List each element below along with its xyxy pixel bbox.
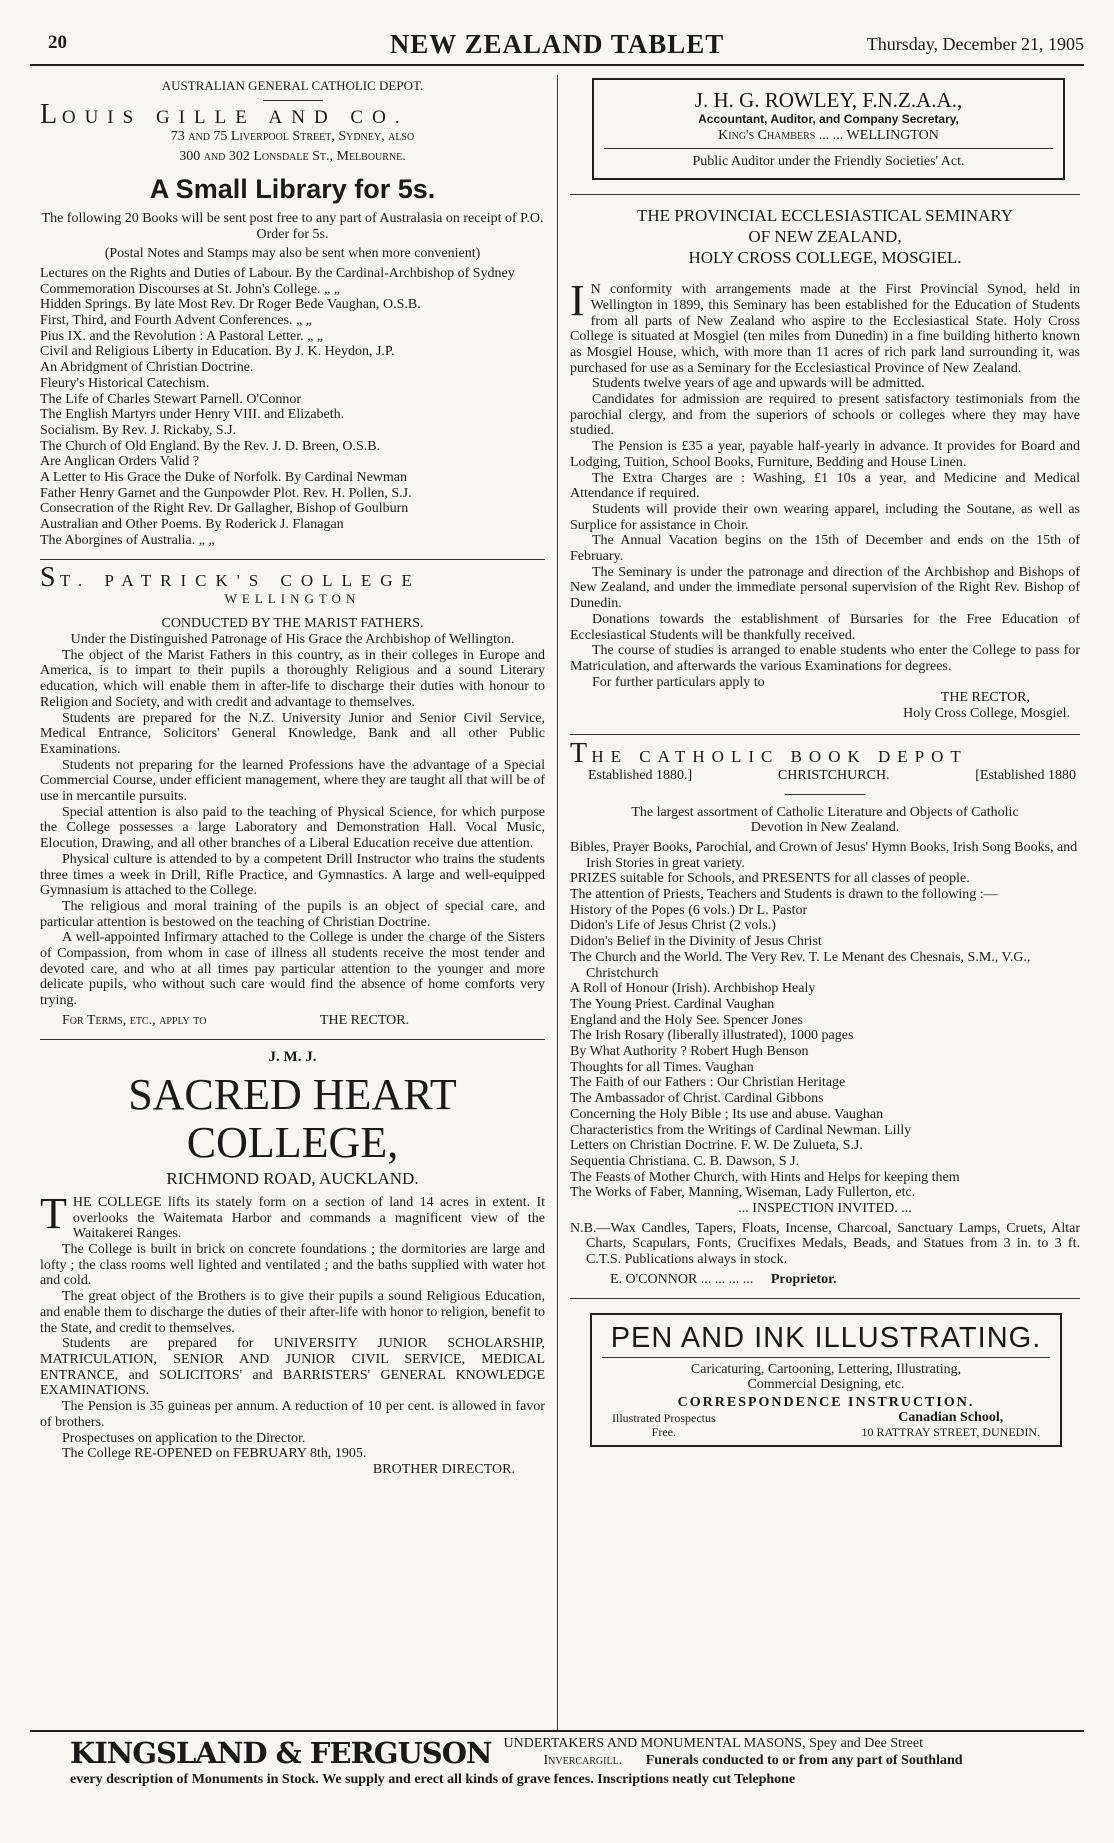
paragraph: The religious and moral training of the pupils is an object of special care, and particular attention is bestowed on the teaching of Christian Doctrine. [40, 898, 545, 930]
paragraph: The Pension is £35 a year, payable half-yearly in advance. It provides for Board and Lodging, Tuition, School Books, Furniture, Bedding and House Linen. [570, 439, 1080, 470]
paragraph-text: HE COLLEGE lifts its stately form on a section of land 14 acres in extent. It overlooks the Waitemata Harbor and commands a magnificent view of the Waitakerei Ranges. [72, 1194, 545, 1242]
list-item: The Irish Rosary (liberally illustrated), 1000 pages [570, 1028, 854, 1044]
paragraph [570, 276, 1080, 376]
list-item: Socialism. By Rev. J. Rickaby, S.J. [40, 422, 237, 438]
list-item: Fleury's Historical Catechism. [40, 375, 210, 391]
list-item: An Abridgment of Christian Doctrine. [40, 360, 254, 376]
school-address: 10 RATTRAY STREET, DUNEDIN. [861, 1424, 1040, 1439]
list-item: The Young Priest. Cardinal Vaughan [570, 996, 775, 1012]
pen-ink-title: PEN AND INK ILLUSTRATING. [610, 1321, 1042, 1354]
paragraph: Prospectuses on application to the Director. [62, 1430, 306, 1446]
list-item: The Church and the World. The Very Rev. T. Le Menant des Chesnais, S.M., V.G., Christchurch [570, 949, 1031, 981]
section-rule [570, 194, 1080, 195]
footer-details [503, 1735, 962, 1769]
paragraph: The Pension is 35 guineas per annum. A reduction of 10 per cent. is allowed in favor of brothers. [40, 1399, 545, 1430]
book-depot-intro: The largest assortment of Catholic Literature and Objects of Catholic Devotion in New Zealand. [631, 804, 1019, 836]
paragraph: For further particulars apply to [592, 674, 765, 690]
list-item: The English Martyrs under Henry VIII. and Elizabeth. [40, 407, 345, 423]
divider [604, 148, 1053, 149]
prospectus-free: Free. [651, 1424, 676, 1439]
paragraph: A well-appointed Infirmary attached to the College is under the charge of the Sisters of Compassion, from whom in case of illness all students receive the most tender and devoted care, and who at all times pay particular attention to the younger and more delicate pupils, who without such care would find the absence of home comforts very trying. [40, 930, 545, 1009]
list-item: Thoughts for all Times. Vaughan [570, 1059, 754, 1075]
list-item: The Feasts of Mother Church, with Hints and Helps for keeping them [570, 1169, 960, 1185]
list-item: Lectures on the Rights and Duties of Labour. By the Cardinal-Archbishop of Sydney [40, 265, 515, 281]
list-item: Australian and Other Poems. By Roderick J. Flanagan [40, 517, 344, 533]
paragraph: Physical culture is attended to by a competent Drill Instructor who trains the students three times a week in Drill, Rifle Practice, and Gymnastics. A large and well-equipped Gymnasium is attached to the College. [40, 851, 545, 899]
gille-name-line [40, 98, 545, 130]
paragraph: The College is built in brick on concrete foundations ; the dormitories are large and lofty ; the class rooms well lighted and ventilated ; and the baths supplied with water hot and cold. [40, 1242, 545, 1289]
footer-advert [30, 1735, 1084, 1788]
seminary-title-2: OF NEW ZEALAND, [748, 227, 902, 247]
list-item: The Life of Charles Stewart Parnell. O'Connor [40, 391, 302, 407]
book-depot-inspection: ... INSPECTION INVITED. ... [738, 1201, 912, 1217]
paragraph: Students will provide their own wearing apparel, including the Soutane, as well as Surplice for assistance in Choir. [570, 501, 1080, 533]
list-item: Letters on Christian Doctrine. F. W. De Zulueta, S.J. [570, 1138, 863, 1154]
list-item: Are Anglican Orders Valid ? [40, 454, 200, 470]
drop-cap: T [40, 1188, 67, 1238]
paragraph: The Seminary is under the patronage and direction of the Archbishop and Bishops of New Zealand, and under the immediate personal supervision of the Right Rev. Bishop of Dunedin. [570, 564, 1080, 612]
list-item: Pius IX. and the Revolution : A Pastoral Letter. „ „ [40, 328, 324, 344]
gille-address-1: 73 and 75 Liverpool Street, Sydney, also [170, 129, 415, 145]
list-item: A Letter to His Grace the Duke of Norfolk. By Cardinal Newman [40, 470, 408, 486]
list-item: The Works of Faber, Manning, Wiseman, Lady Fullerton, etc. [570, 1185, 916, 1201]
list-item: The Ambassador of Christ. Cardinal Gibbons [570, 1091, 824, 1107]
rowley-public-auditor: Public Auditor under the Friendly Societies' Act. [692, 154, 965, 170]
section-rule [570, 1298, 1080, 1299]
st-patricks-city: WELLINGTON [224, 590, 361, 606]
divider [785, 794, 865, 795]
sacred-heart-title: SACRED HEART COLLEGE, [128, 1070, 457, 1168]
left-column [40, 78, 545, 1478]
seminary-title-3: HOLY CROSS COLLEGE, MOSGIEL. [688, 248, 962, 268]
book-depot-name-line [570, 737, 1080, 769]
list-item: Commemoration Discourses at St. John's College. „ „ [40, 281, 340, 297]
gille-kicker: AUSTRALIAN GENERAL CATHOLIC DEPOT. [161, 78, 424, 93]
paragraph: Students are prepared for UNIVERSITY JUNIOR SCHOLARSHIP, MATRICULATION, SENIOR AND JUNIOR CIVIL SERVICE, MEDICAL ENTRANCE, and SOLICITORS' and BARRISTERS' GENERAL KNOWLEDGE EXAMINATIONS. [40, 1336, 545, 1399]
st-patricks-terms-line [40, 1013, 545, 1029]
seminary-signature-1: THE RECTOR, [940, 690, 1030, 706]
footer-brand: KINGSLAND & FERGUSON [70, 1736, 492, 1770]
list-item: Didon's Life of Jesus Christ (2 vols.) [570, 918, 776, 934]
drop-cap: S [40, 561, 56, 593]
list-item: Didon's Belief in the Divinity of Jesus Christ [570, 934, 822, 950]
divider [602, 1357, 1050, 1358]
list-item: England and the Holy See. Spencer Jones [570, 1012, 803, 1028]
proprietor-label: Proprietor. [770, 1271, 837, 1287]
section-rule [40, 559, 545, 560]
gille-book-list [40, 266, 545, 549]
st-patricks-terms: For Terms, etc., apply to [62, 1012, 207, 1028]
list-item: Consecration of the Right Rev. Dr Gallagher, Bishop of Goulburn [40, 501, 409, 517]
st-patricks-conducted: CONDUCTED BY THE MARIST FATHERS. [161, 616, 424, 632]
book-depot-nb: N.B.—Wax Candles, Tapers, Floats, Incense, Charcoal, Sanctuary Lamps, Cruets, Altar Charts, Scapulars, Fonts, Crucifixes Medals, Beads, and Statues from 3 in. to 3 ft. C.T.S. Publications always in stock. [570, 1220, 1080, 1268]
paragraph: Donations towards the establishment of Bursaries for the Free Education of Ecclesiastical Students will be thankfully received. [570, 611, 1080, 643]
book-depot-bibles: Bibles, Prayer Books, Parochial, and Crown of Jesus' Hymn Books, Irish Song Books, and Irish Stories in great variety. [570, 839, 1078, 871]
list-item: By What Authority ? Robert Hugh Benson [570, 1044, 809, 1060]
proprietor-name: E. O'CONNOR ... ... ... ... [610, 1271, 754, 1287]
drop-cap: L [40, 98, 58, 130]
rowley-address: King's Chambers ... ... WELLINGTON [718, 127, 939, 143]
masthead [30, 29, 1084, 62]
paragraph: The College RE-OPENED on FEBRUARY 8th, 1905. [62, 1446, 367, 1462]
paragraph: Students not preparing for the learned Professions have the advantage of a Special Commercial Course, under efficient management, where they are taught all that will be of use in mercantile pursuits. [40, 757, 545, 805]
paragraph-text: N conformity with arrangements made at the First Provincial Synod, held in Wellington in 1899, this Seminary has been established for the Education of Students from all parts of New Zealand who aspire to the Ecclesiastical State. Holy Cross College is situated at Mosgiel (ten miles from Dunedin) in a fine building hitherto known as Mosgiel House, which, with more than 11 acres of rich park land surrounding it, was purchased for use as a Seminary for the Ecclesiastical Province of New Zealand. [570, 282, 1080, 376]
right-column [570, 78, 1080, 1447]
list-item: Characteristics from the Writings of Cardinal Newman. Lilly [570, 1122, 912, 1138]
sacred-heart-address: RICHMOND ROAD, AUCKLAND. [166, 1169, 419, 1189]
book-depot-attention: The attention of Priests, Teachers and Students is drawn to the following :— [570, 887, 998, 903]
list-item: History of the Popes (6 vols.) Dr L. Pastor [570, 902, 808, 918]
footer-funerals: Funerals conducted to or from any part of Southland [645, 1753, 963, 1768]
list-item: A Roll of Honour (Irish). Archbishop Healy [570, 981, 816, 997]
footer-city: Invercargill. [543, 1753, 623, 1768]
paragraph: Students twelve years of age and upwards will be admitted. [592, 376, 925, 392]
footer-line-1b-wrap [503, 1752, 962, 1769]
sacred-heart-signature: BROTHER DIRECTOR. [372, 1461, 515, 1477]
pen-ink-line-2: Commercial Designing, etc. [747, 1377, 905, 1393]
issue-date: Thursday, December 21, 1905 [866, 34, 1084, 54]
st-patricks-patronage: Under the Distinguished Patronage of His Grace the Archbishop of Wellington. [70, 631, 515, 647]
list-item: First, Third, and Fourth Advent Conferences. „ „ [40, 313, 312, 329]
footer-top [30, 1735, 1084, 1771]
list-item: The Church of Old England. By the Rev. J. D. Breen, O.S.B. [40, 438, 381, 454]
st-patricks-name: T. PATRICK'S COLLEGE [59, 570, 421, 590]
footer-rule [30, 1730, 1084, 1732]
section-rule [570, 734, 1080, 735]
footer-line-1: UNDERTAKERS AND MONUMENTAL MASONS, Spey and Dee Street [503, 1736, 923, 1751]
prospectus-label: Illustrated Prospectus [612, 1410, 716, 1425]
book-depot-advert [570, 737, 1080, 1288]
pen-ink-right [861, 1411, 1040, 1439]
gille-name: OUIS GILLE AND CO. [61, 106, 409, 128]
book-depot-name: HE CATHOLIC BOOK DEPOT [591, 746, 968, 766]
sacred-heart-jmj: J. M. J. [268, 1048, 317, 1065]
paragraph: The Extra Charges are : Washing, £1 10s a year, and Medicine and Medical Attendance if required. [570, 470, 1080, 502]
drop-cap: T [570, 737, 588, 769]
divider [263, 100, 323, 101]
list-item: Father Henry Garnet and the Gunpowder Plot. Rev. H. Pollen, S.J. [40, 485, 412, 501]
book-depot-established [570, 768, 1080, 784]
list-item: The Aborgines of Australia. „ „ [40, 532, 215, 548]
book-depot-proprietor-line [570, 1272, 1080, 1288]
rowley-advert [592, 78, 1065, 180]
paragraph: The object of the Marist Fathers in this country, as in their colleges in Europe and America, is to impart to their pupils a thoroughly Religious and a sound Literary education, which will enable them in after-life to discharge their duties with honour to Religion and Society, and with credit and advantage to themselves. [40, 647, 545, 710]
gille-intro: The following 20 Books will be sent post free to any part of Australasia on receipt of P.O. Order for 5s. [41, 210, 544, 242]
gille-advert [40, 78, 545, 549]
rowley-name: J. H. G. ROWLEY, F.N.Z.A.A., [694, 88, 963, 112]
book-depot-prizes: PRIZES suitable for Schools, and PRESENTS for all classes of people. [570, 871, 970, 887]
book-depot-city: CHRISTCHURCH. [777, 767, 890, 783]
paragraph: Special attention is also paid to the teaching of Physical Science, for which purpose the College possesses a large Laboratory and Demonstration Hall. Vocal Music, Elocution, Drawing, and all other branches of a Liberal Education receive due attention. [40, 804, 545, 852]
st-patricks-advert [40, 561, 545, 1029]
rowley-role: Accountant, Auditor, and Company Secretary, [698, 112, 959, 126]
list-item: The Faith of our Fathers : Our Christian Heritage [570, 1075, 846, 1091]
seminary-advert [570, 205, 1080, 722]
list-item: Concerning the Holy Bible ; Its use and abuse. Vaughan [570, 1106, 884, 1122]
footer-line-2: every description of Monuments in Stock. We supply and erect all kinds of grave fences. Inscriptions neatly cut Telephone [70, 1772, 796, 1787]
established-left: Established 1880.] [588, 767, 693, 783]
section-rule [40, 1039, 545, 1040]
seminary-title-1: THE PROVINCIAL ECCLESIASTICAL SEMINARY [636, 206, 1014, 226]
pen-ink-correspondence: CORRESPONDENCE INSTRUCTION. [677, 1395, 975, 1410]
established-right: [Established 1880 [975, 767, 1076, 783]
page-number: 20 [48, 32, 67, 53]
gille-headline: A Small Library for 5s. [149, 173, 436, 204]
pen-ink-details [602, 1411, 1050, 1439]
list-item: Sequentia Christiana. C. B. Dawson, S J. [570, 1153, 800, 1169]
sacred-heart-advert [40, 1050, 545, 1478]
paragraph: Students are prepared for the N.Z. University Junior and Senior Civil Service, Medical Entrance, Solicitors' General Knowledge, Bank and all other Public Examinations. [40, 710, 545, 757]
column-divider [557, 75, 558, 1730]
paragraph: The Annual Vacation begins on the 15th of December and ends on the 15th of February. [570, 533, 1080, 565]
gille-note: (Postal Notes and Stamps may also be sent when more convenient) [104, 246, 481, 262]
seminary-signature-2: Holy Cross College, Mosgiel. [903, 706, 1070, 722]
list-item: Hidden Springs. By late Most Rev. Dr Roger Bede Vaughan, O.S.B. [40, 297, 421, 313]
pen-ink-line-1: Caricaturing, Cartooning, Lettering, Illustrating, [690, 1361, 962, 1377]
paper-title: NEW ZEALAND TABLET [389, 29, 725, 59]
st-patricks-rector: THE RECTOR. [319, 1012, 410, 1028]
paragraph [40, 1188, 545, 1242]
paragraph: The great object of the Brothers is to give their pupils a sound Religious Education, and enable them to discharge the duties of their after-life with honor to religion, benefit to the State, and credit to themselves. [40, 1289, 545, 1336]
list-item: Civil and Religious Liberty in Education. By J. K. Heydon, J.P. [40, 344, 395, 360]
st-patricks-name-line [40, 561, 545, 593]
header-rule [30, 64, 1084, 66]
school-name: Canadian School, [898, 1409, 1004, 1425]
drop-cap: I [570, 276, 585, 326]
pen-ink-advert [590, 1313, 1062, 1447]
pen-ink-left [612, 1411, 716, 1439]
book-depot-titles [570, 903, 1080, 1201]
paragraph: The course of studies is arranged to enable students who enter the College to pass for Matriculation, and afterwards the various Examinations for degrees. [570, 643, 1080, 674]
gille-address-2: 300 and 302 Lonsdale St., Melbourne. [179, 149, 406, 165]
paragraph: Candidates for admission are required to present satisfactory testimonials from the parochial clergy, and from the superiors of schools or colleges where they may have studied. [570, 392, 1080, 439]
